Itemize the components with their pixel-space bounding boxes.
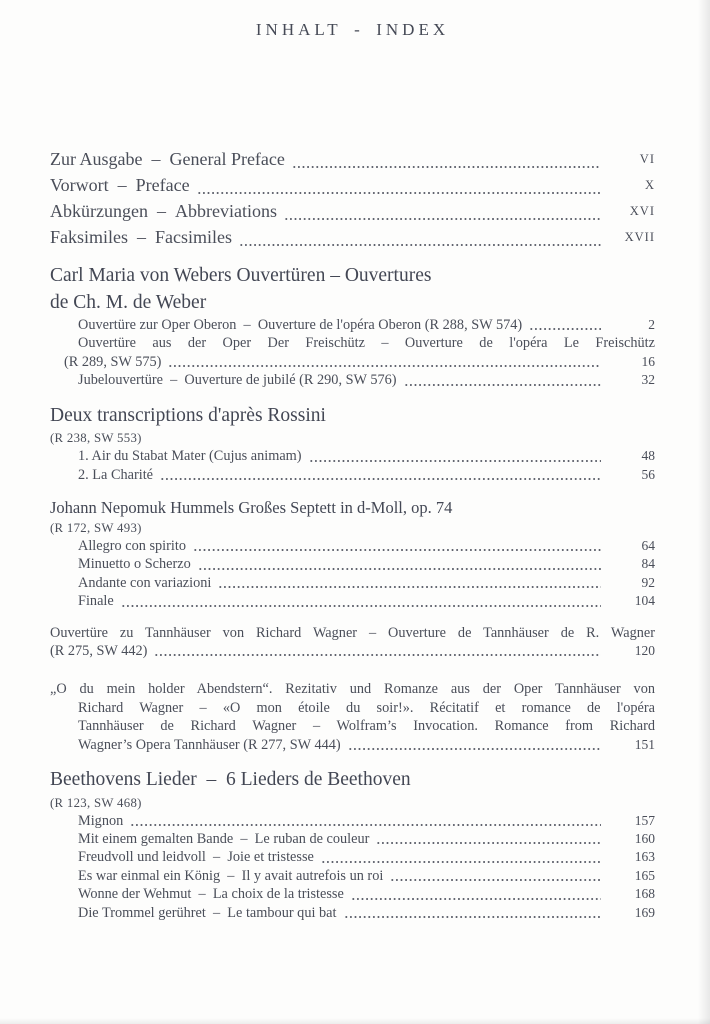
page-number: 168 — [634, 886, 655, 902]
page-number: 64 — [641, 537, 655, 553]
dot-leader — [309, 458, 601, 463]
entry-label: Ouvertüre zur Oper Oberon – Ouverture de l'opéra Oberon (R 288, SW 574) — [78, 317, 523, 333]
entry-label: Jubelouvertüre – Ouverture de jubilé (R 290, SW 576) — [78, 372, 397, 389]
dot-leader — [348, 746, 601, 751]
dot-leader — [390, 877, 601, 882]
page-number: 16 — [641, 353, 655, 369]
toc-entry-line: Ouvertüre aus der Oper Der Freischütz – Ouverture de l'opéra Le Freischütz — [78, 335, 655, 352]
section-heading: Carl Maria von Webers Ouvertüren – Ouvertures — [50, 265, 432, 286]
dot-leader — [193, 547, 601, 552]
toc-entry — [50, 353, 655, 371]
page-number: X — [644, 178, 655, 192]
dot-leader — [154, 652, 601, 657]
toc-entry — [50, 537, 655, 555]
toc-entry — [50, 555, 655, 573]
dot-leader — [321, 859, 601, 864]
dot-leader — [239, 242, 601, 247]
toc-entry — [50, 642, 655, 660]
toc-section — [50, 680, 655, 754]
entry-label: Die Trommel gerühret – Le tambour qui bat — [78, 904, 337, 921]
entry-label: Zur Ausgabe – General Preface — [50, 149, 285, 169]
dot-leader — [529, 326, 601, 331]
toc-entry — [50, 904, 655, 922]
toc-entry — [50, 371, 655, 389]
dot-leader — [344, 914, 602, 919]
toc-entry — [50, 830, 655, 848]
page-number: 163 — [634, 849, 655, 865]
toc-entry — [50, 447, 655, 465]
page-number: XVII — [624, 230, 655, 244]
toc-section — [50, 403, 655, 484]
page-number: 151 — [634, 736, 655, 752]
entry-label: Freudvoll und leidvoll – Joie et tristesse — [78, 849, 314, 866]
dot-leader — [160, 476, 601, 481]
toc-entry — [50, 736, 655, 754]
toc-entry — [50, 316, 655, 334]
entry-label: Vorwort – Preface — [50, 175, 190, 195]
dot-leader — [404, 382, 601, 387]
dot-leader — [376, 840, 601, 845]
dot-leader — [218, 584, 601, 589]
entry-label: 2. La Charité — [78, 466, 154, 483]
dot-leader — [351, 896, 601, 901]
entry-label: (R 289, SW 575) — [64, 353, 162, 370]
toc-entry — [50, 848, 655, 866]
toc-entry-line: Richard Wagner – «O mon étoile du soir!». Récitatif et romance de l'opéra — [78, 699, 655, 716]
dot-leader — [197, 190, 601, 195]
front-matter-entry — [50, 146, 655, 172]
dot-leader — [130, 822, 601, 827]
page-number: 84 — [641, 556, 655, 572]
front-matter-entry — [50, 198, 655, 224]
entry-label: Mignon — [78, 812, 124, 829]
dot-leader — [168, 363, 601, 368]
toc-entry-line: Tannhäuser de Richard Wagner – Wolfram’s Invocation. Romance from Richard — [78, 718, 655, 735]
page-number: 2 — [648, 317, 655, 332]
page-number: 104 — [634, 593, 655, 609]
entry-label: Minuetto o Scherzo — [78, 556, 191, 573]
page-number: 48 — [641, 448, 655, 464]
section-heading: Johann Nepomuk Hummels Großes Septett in d-Moll, op. 74 — [50, 497, 453, 517]
page-number: XVI — [629, 204, 655, 218]
entry-label: Andante con variazioni — [78, 574, 212, 591]
toc-entry — [50, 812, 655, 830]
catalog-number: (R 238, SW 553) — [50, 431, 142, 446]
dot-leader — [198, 566, 601, 571]
section-heading: Deux transcriptions d'après Rossini — [50, 404, 326, 426]
page-number: 92 — [641, 574, 655, 590]
page-number: 56 — [641, 466, 655, 482]
page-number: 160 — [634, 830, 655, 846]
entry-label: Wonne der Wehmut – La choix de la tristesse — [78, 886, 344, 903]
page-number: 120 — [634, 642, 655, 658]
toc-entry-line: Ouvertüre zu Tannhäuser von Richard Wagner – Ouverture de Tannhäuser de R. Wagner — [50, 624, 655, 641]
entry-label: Mit einem gemalten Bande – Le ruban de couleur — [78, 830, 370, 847]
toc-entry — [50, 867, 655, 885]
dot-leader — [292, 164, 601, 169]
toc-section — [50, 624, 655, 661]
entry-label: Wagner’s Opera Tannhäuser (R 277, SW 444) — [78, 736, 341, 753]
entry-label: Allegro con spirito — [78, 537, 187, 554]
entry-label: Faksimiles – Facsimiles — [50, 227, 232, 247]
page-title: INHALT - INDEX — [255, 20, 450, 39]
page-number: 169 — [634, 904, 655, 920]
toc-entry — [50, 592, 655, 610]
toc-entry — [50, 466, 655, 484]
section-heading: Beethovens Lieder – 6 Lieders de Beethoven — [50, 769, 411, 790]
front-matter-entry — [50, 172, 655, 198]
front-matter-entry — [50, 224, 655, 250]
entry-label: (R 275, SW 442) — [50, 642, 148, 659]
catalog-number: (R 172, SW 493) — [50, 520, 142, 535]
dot-leader — [284, 216, 601, 221]
page-number: VI — [639, 152, 655, 166]
toc-entry-line: „O du mein holder Abendstern“. Rezitativ und Romanze aus der Oper Tannhäuser von — [50, 681, 655, 698]
page-number: 165 — [634, 867, 655, 883]
toc-section — [50, 767, 655, 922]
section-heading: de Ch. M. de Weber — [50, 291, 207, 313]
toc-entry — [50, 574, 655, 592]
page-number: 157 — [634, 812, 655, 828]
entry-label: Abkürzungen – Abbreviations — [50, 201, 277, 221]
front-matter-list — [50, 146, 655, 250]
catalog-number: (R 123, SW 468) — [50, 795, 142, 810]
toc-section — [50, 497, 655, 611]
toc-sections — [50, 263, 655, 922]
dot-leader — [121, 603, 601, 608]
toc-entry — [50, 885, 655, 903]
page-number: 32 — [641, 372, 655, 388]
toc-section — [50, 263, 655, 390]
entry-label: Finale — [78, 593, 114, 610]
entry-label: Es war einmal ein König – Il y avait autrefois un roi — [78, 867, 384, 884]
entry-label: 1. Air du Stabat Mater (Cujus animam) — [78, 448, 302, 465]
